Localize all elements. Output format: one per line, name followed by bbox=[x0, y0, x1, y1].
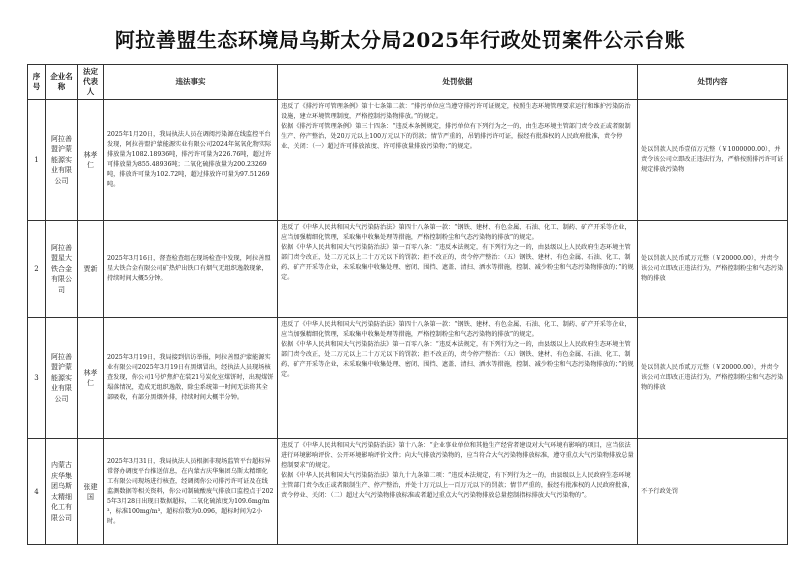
row-facts: 2025年1月20日，我局执法人员在调阅污染源在线监控平台发现，阿拉善盟沪蒙能源实业有限公司2024年氮氧化物实际排放量为1082.18936吨，排污许可量为226.76吨，超过许可排放量为855.48936吨；二氧化硫排放量为200.23269吨，排放许可量为102.72吨，超过排放许可量为97.51269吨。 bbox=[104, 100, 278, 221]
row-penalty: 处以罚款人民币贰万元整（￥20000.00），并责令该公司立即改正违法行为，严格控制粉尘和气态污染物的排放 bbox=[638, 221, 788, 318]
row-facts: 2025年3月19日，我局接到信访举报，阿拉善盟沪蒙能源实业有限公司2025年3月19日有黑烟冒出，经执法人员现场核查发现，你公司1号炉焦炉在装21号炭化室煤饼时，出现煤饼塌落情况，造成无组织逸散，除尘系统第一时间无法将其全部吸收，有部分黑烟外排，持续时间大概半分钟。 bbox=[104, 318, 278, 439]
row-penalty: 处以罚款人民币贰万元整（￥20000.00），并责令该公司立即改正违法行为，严格控制粉尘和气态污染物的排放 bbox=[638, 318, 788, 439]
row-legal-rep: 张建国 bbox=[78, 439, 104, 545]
page-title: 阿拉善盟生态环境局乌斯太分局2025年行政处罚案件公示台账 bbox=[114, 28, 686, 52]
header-legal-rep: 法定代表人 bbox=[78, 65, 104, 100]
row-company: 阿拉善盟沪蒙能源实业有限公司 bbox=[46, 318, 78, 439]
table-row bbox=[28, 100, 788, 221]
header-company: 企业名称 bbox=[46, 65, 78, 100]
row-seq: 3 bbox=[28, 318, 46, 439]
row-company: 阿拉善盟沪蒙能源实业有限公司 bbox=[46, 100, 78, 221]
table-row bbox=[28, 439, 788, 545]
row-seq: 2 bbox=[28, 221, 46, 318]
header-basis: 处罚依据 bbox=[278, 65, 638, 100]
header-penalty: 处罚内容 bbox=[638, 65, 788, 100]
header-facts: 违法事实 bbox=[104, 65, 278, 100]
row-legal-rep: 贾新 bbox=[78, 221, 104, 318]
row-basis: 违反了《中华人民共和国大气污染防治法》第十八条：“企业事业单位和其他生产经营者建设对大气环境有影响的项目，应当依法进行环境影响评价、公开环境影响评价文件；向大气排放污染物的，应当符合大气污染物排放标准，遵守重点大气污染物排放总量控制要求”的规定。 依据《中华人民共和国大气污染防治法》第九十九条第二项：“违反本法规定，有下列行为之一的，由县级以上人民政府生态环境主管部门责令改正或者限制生产、停产整治，并处十万元以上一百万元以下的罚款；情节严重的，报经有批准权的人民政府批准，责令停业、关闭：（二）超过大气污染物排放标准或者超过重点大气污染物排放总量控制指标排放大气污染物的”。 bbox=[278, 439, 638, 545]
row-basis: 违反了《中华人民共和国大气污染防治法》第四十八条第一款：“钢铁、建材、有色金属、石油、化工、制药、矿产开采等企业，应当加强精细化管理，采取集中收集处理等措施，严格控制粉尘和气态污染物的排放”的规定。 依据《中华人民共和国大气污染防治法》第一百零八条：“违反本法规定，有下列行为之一的，由县级以上人民政府生态环境主管部门责令改正，处二万元以上二十万元以下的罚款；拒不改正的，责令停产整治：（五）钢铁、建材、有色金属、石油、化工、制药、矿产开采等企业，未采取集中收集处理、密闭、围挡、遮盖、清扫、洒水等措施，控制、减少粉尘和气态污染物排放的；”的规定。 bbox=[278, 318, 638, 439]
row-company: 阿拉善盟星大铁合金有限公司 bbox=[46, 221, 78, 318]
table-row bbox=[28, 318, 788, 439]
row-penalty: 不予行政处罚 bbox=[638, 439, 788, 545]
row-facts: 2025年3月16日，督查检查组在现场检查中发现，阿拉善盟星大铁合金有限公司矿热炉出铁口有烟气无组织逸散现象，持续时间大概5分钟。 bbox=[104, 221, 278, 318]
row-seq: 1 bbox=[28, 100, 46, 221]
table-header-row bbox=[28, 65, 788, 100]
row-basis: 违反了《排污许可管理条例》第十七条第二款：“排污单位应当遵守排污许可证规定，按照生态环境管理要求运行和维护污染防治设施，建立环境管理制度，严格控制污染物排放。”的规定。 依据《排污许可管理条例》第三十四条：“违反本条例规定，排污单位有下列行为之一的，由生态环境主管部门责令改正或者限制生产、停产整治，处20万元以上100万元以下的罚款；情节严重的，吊销排污许可证，报经有批准权的人民政府批准，责令停业、关闭：（一）超过许可排放浓度、许可排放量排放污染物；”的规定。 bbox=[278, 100, 638, 221]
table-row bbox=[28, 221, 788, 318]
row-company: 内蒙古庆华集团乌斯太精细化工有限公司 bbox=[46, 439, 78, 545]
row-seq: 4 bbox=[28, 439, 46, 545]
row-penalty: 处以罚款人民币壹佰万元整（￥1000000.00），并责令该公司立即改正违法行为，严格按照排污许可证规定排放污染物 bbox=[638, 100, 788, 221]
row-legal-rep: 林孝仁 bbox=[78, 318, 104, 439]
penalty-table bbox=[27, 64, 788, 545]
row-facts: 2025年3月31日，我局执法人员根据非现场监管平台超标异常督办调度平台推送信息，在内蒙古庆华集团乌斯太精细化工有限公司现场进行核查，经调阅你公司排污许可证及在线监测数据等相关资料，你公司制硫酸废气排放口监控点于2025年3月28日出现日数据超标，二氧化硫浓度为109.6mg/m³，标准100mg/m³，超标倍数为0.096，超标时间为2小时。 bbox=[104, 439, 278, 545]
row-basis: 违反了《中华人民共和国大气污染防治法》第四十八条第一款：“钢铁、建材、有色金属、石油、化工、制药、矿产开采等企业，应当加强精细化管理，采取集中收集处理等措施，严格控制粉尘和气态污染物的排放”的规定。 依据《中华人民共和国大气污染防治法》第一百零八条：“违反本法规定，有下列行为之一的，由县级以上人民政府生态环境主管部门责令改正，处二万元以上二十万元以下的罚款；拒不改正的，责令停产整治：（五）钢铁、建材、有色金属、石油、化工、制药、矿产开采等企业，未采取集中收集处理、密闭、围挡、遮盖、清扫、洒水等措施，控制、减少粉尘和气态污染物排放的；”的规定。 bbox=[278, 221, 638, 318]
row-legal-rep: 林孝仁 bbox=[78, 100, 104, 221]
header-seq: 序号 bbox=[28, 65, 46, 100]
